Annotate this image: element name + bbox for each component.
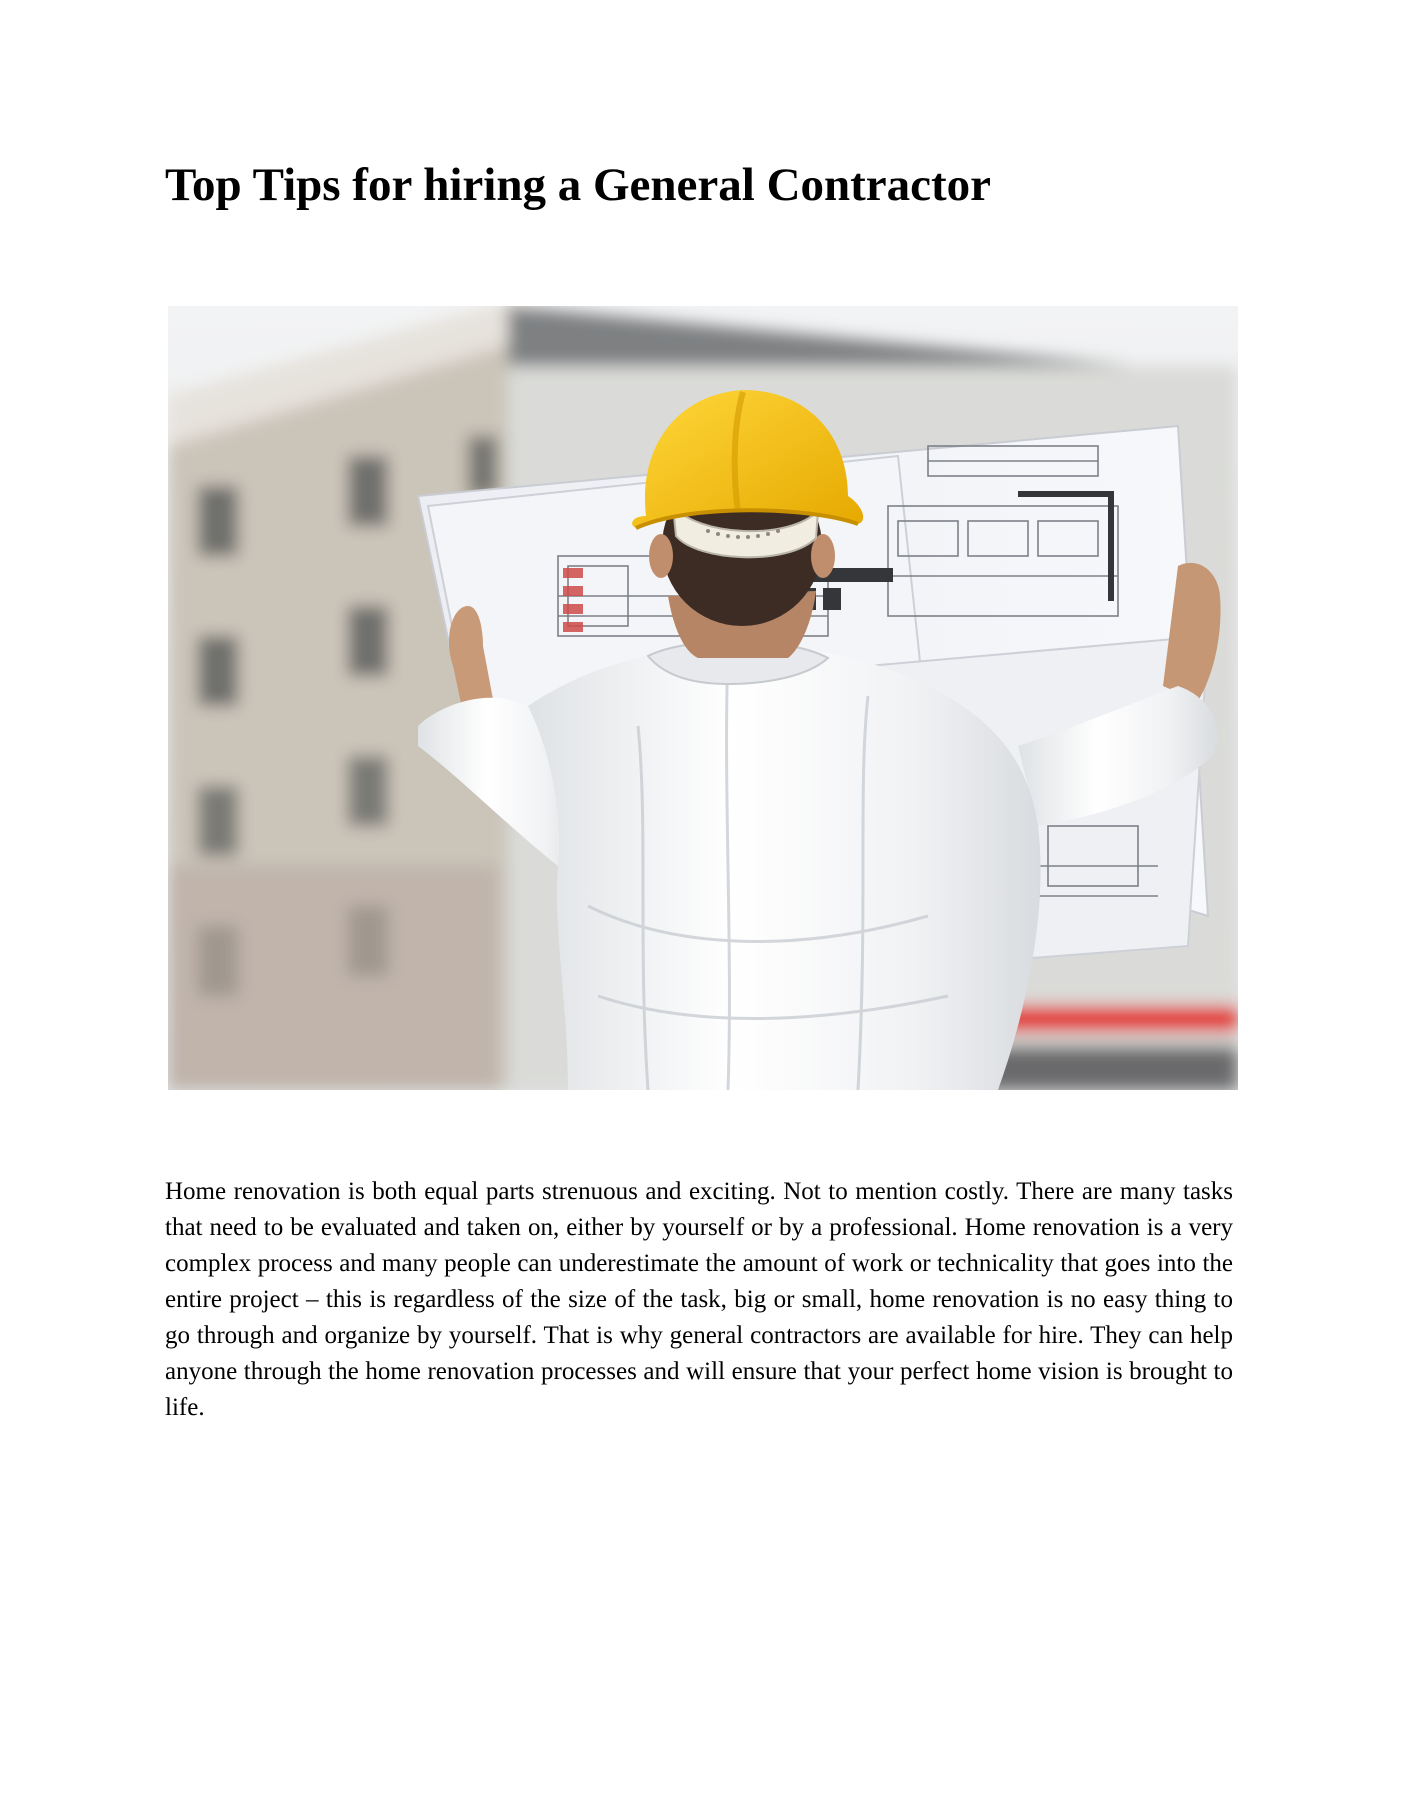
intro-paragraph: Home renovation is both equal parts strenuous and exciting. Not to mention costly. There are many tasks that need to be evaluated and taken on, either by yourself or by a professional. Home renovation is a very complex process and many people can underestimate the amount of work or technicality that goes into the entire project – this is regardless of the size of the task, big or small, home renovation is no easy thing to go through and organize by yourself. That is why general contractors are available for hire. They can help anyone through the home renovation processes and will ensure that your perfect home vision is brought to life.	[165, 1178, 1233, 1421]
contractor-photo	[168, 306, 1238, 1090]
page-title: Top Tips for hiring a General Contractor	[165, 159, 992, 211]
